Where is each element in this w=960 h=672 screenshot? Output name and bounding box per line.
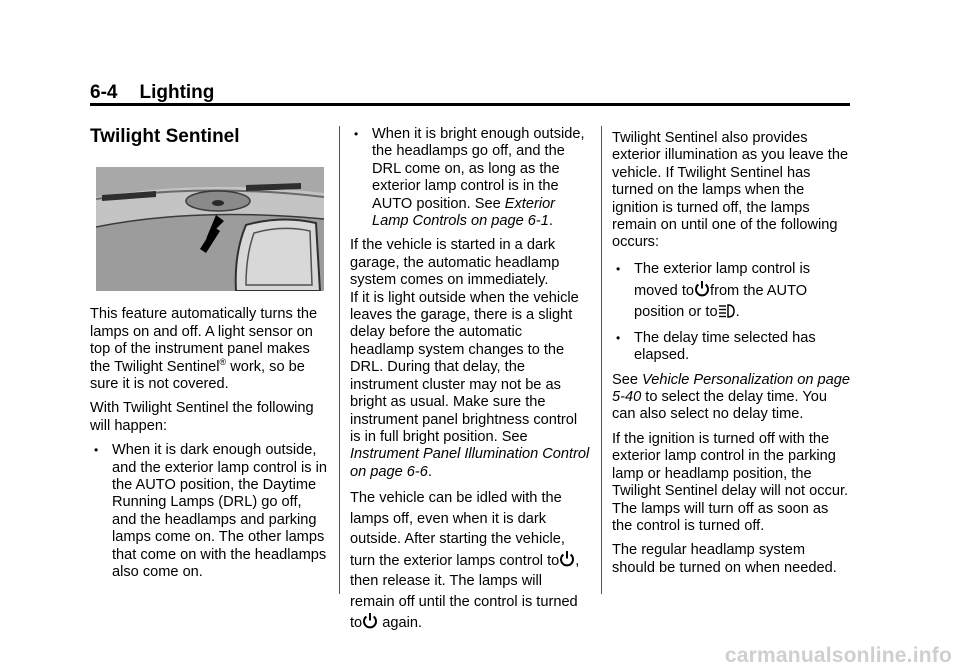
header-rule <box>90 103 850 106</box>
running-header <box>90 82 214 104</box>
see-personalization-paragraph: See Vehicle Personalization on page 5‑40 to select the delay time. You can also select no delay time. <box>612 371 850 423</box>
bullet-icon: • <box>354 127 359 141</box>
watermark: carmanualsonline.info <box>724 644 952 667</box>
garage-paragraph: If the vehicle is started in a dark garage, the automatic headlamp system comes on immediately. If it is light outside when the vehicle leaves the garage, there is a slight delay before the automatic headlamp system changes to the DRL. During that delay, the instrument cluster may not be as bright as usual. Make sure the instrument panel brightness control is in full bright position. See Instrument Panel Illumination Control on page 6‑6. <box>350 237 590 480</box>
light-sensor-illustration <box>96 167 324 291</box>
registered-mark: ® <box>219 356 227 367</box>
column-1 <box>90 128 328 589</box>
section-title: Lighting <box>139 82 215 103</box>
page-number: 6-4 <box>90 82 118 103</box>
exterior-lamp-controls-reference[interactable]: Exterior Lamp Controls on page 6‑1 <box>372 195 556 230</box>
bullet-lamp-control-moved: • The exterior lamp control is moved to from the AUTO position or to . <box>616 260 811 320</box>
section-heading: Twilight Sentinel <box>90 126 240 147</box>
intro-paragraph: This feature automatically turns the lamps on and off. A light sensor on top of the instrument panel makes the Twilight Sentinel® work, so be sure it is not covered. <box>90 306 318 393</box>
bullet-icon: • <box>616 330 621 345</box>
exterior-illumination-paragraph: Twilight Sentinel also provides exterior illumination as you leave the vehicle. If Twilight Sentinel has turned on the lamps when the ignition is turned off, the lamps remain on until one of the following occurs: <box>612 130 849 251</box>
regular-headlamp-paragraph: The regular headlamp system should be turned on when needed. <box>612 542 837 576</box>
instrument-panel-illumination-reference[interactable]: Instrument Panel Illumination Control on page 6‑6 <box>350 446 590 480</box>
bullet-bright-outside: • When it is bright enough outside, the headlamps go off, and the DRL come on, as long as the exterior lamp control is in the AUTO position. See Exterior Lamp Controls on page 6‑1. <box>354 126 585 230</box>
column-2 <box>350 126 590 641</box>
power-off-icon <box>694 280 710 298</box>
power-off-icon <box>362 612 378 630</box>
bullet-icon: • <box>94 443 99 458</box>
column-divider <box>339 126 340 594</box>
vehicle-personalization-reference[interactable]: Vehicle Personalization on page 5‑40 <box>612 371 850 406</box>
instrument-panel-light-sensor-figure <box>96 167 324 291</box>
bullet-icon: • <box>616 261 621 276</box>
headlamp-icon <box>718 303 736 319</box>
power-off-icon <box>559 550 575 568</box>
bullet-dark-outside: • When it is dark enough outside, and the exterior lamp control is in the AUTO position, the Daytime Running Lamps (DRL) go off, and the headlamps and parking lamps come on. The other lamps that come on with the headlamps also come on. <box>94 442 327 581</box>
column-3 <box>612 130 852 584</box>
following-paragraph: With Twilight Sentinel the following will happen: <box>90 400 314 434</box>
bullet-delay-elapsed: • The delay time selected has elapsed. <box>616 329 816 364</box>
idle-paragraph: The vehicle can be idled with the lamps off, even when it is dark outside. After starting the vehicle, turn the exterior lamps control to , then release it. The lamps will remain off until the control is turned to again. <box>350 490 580 632</box>
column-divider <box>601 126 602 594</box>
ignition-off-paragraph: If the ignition is turned off with the exterior lamp control in the parking lamp or headlamp position, the Twilight Sentinel delay will not occur. The lamps will turn off as soon as the control is turned off. <box>612 430 849 534</box>
